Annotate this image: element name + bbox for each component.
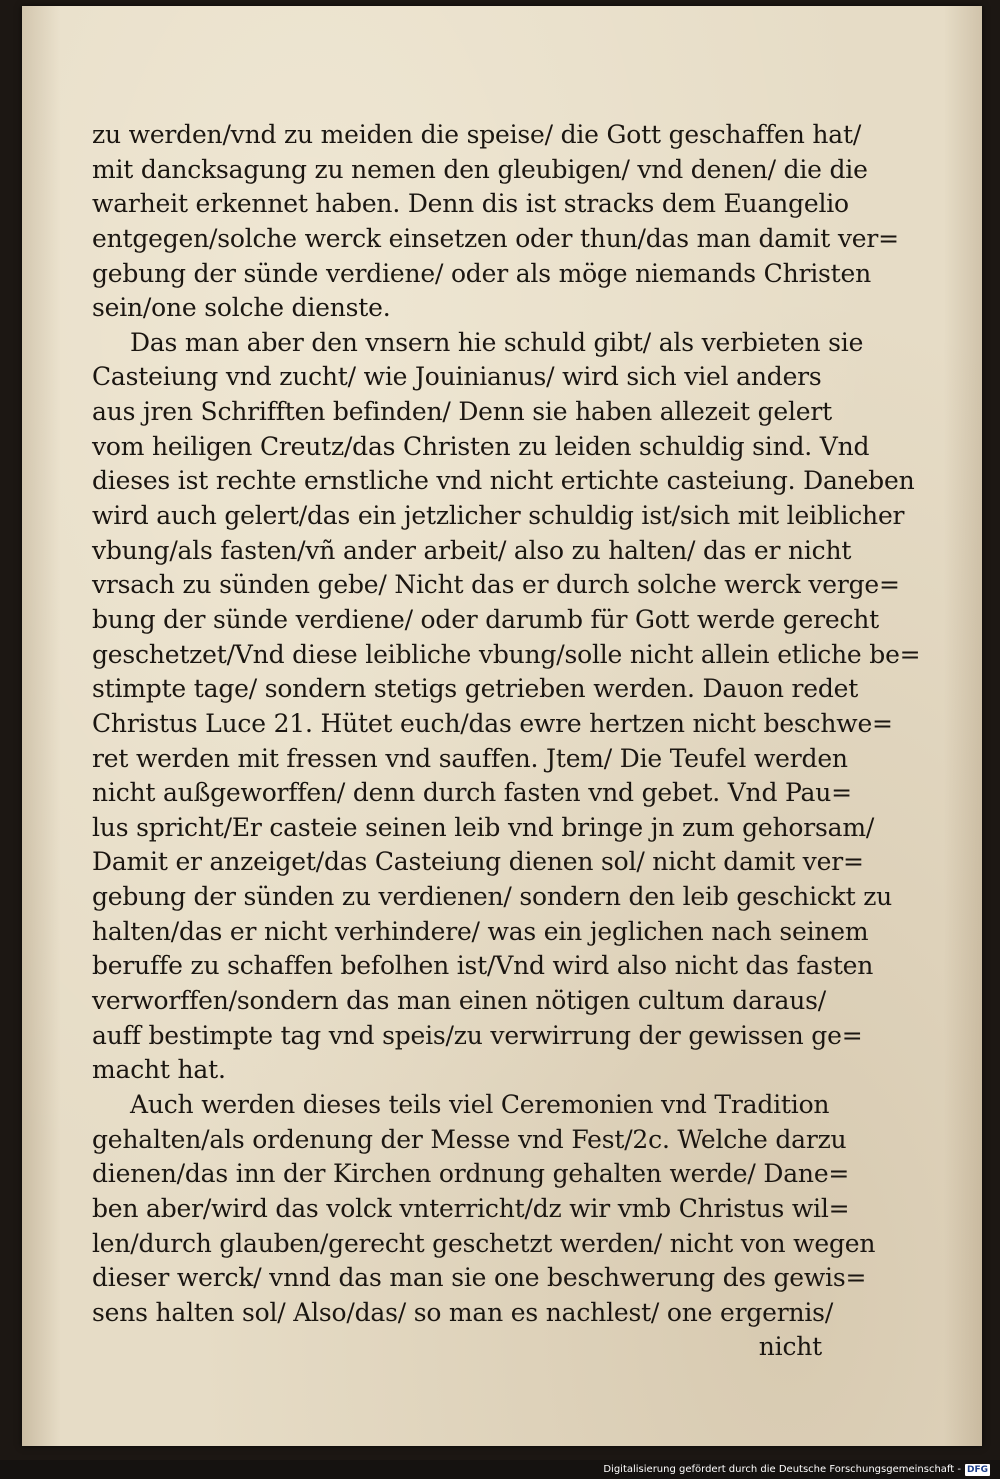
text-line: beruffe zu schaffen befolhen ist/Vnd wird also nicht das fasten bbox=[92, 951, 874, 981]
text-line: dieser werck/ vnnd das man sie one beschwerung des gewis= bbox=[92, 1263, 867, 1293]
text-line: bung der sünde verdiene/ oder darumb für Gott werde gerecht bbox=[92, 604, 880, 634]
text-line: verworffen/sondern das man einen nötigen cultum daraus/ bbox=[92, 986, 827, 1016]
text-line: zu werden/vnd zu meiden die speise/ die Gott geschaffen hat/ bbox=[92, 120, 862, 149]
book-page bbox=[22, 6, 982, 1446]
text-line: mit dancksagung zu nemen den gleubigen/ vnd denen/ die die bbox=[92, 154, 868, 184]
text-line: dieses ist rechte ernstliche vnd nicht ertichte casteiung. Daneben bbox=[92, 466, 915, 496]
text-line: Casteiung vnd zucht/ wie Jouinianus/ wird sich viel anders bbox=[92, 362, 822, 392]
funding-text: Digitalisierung gefördert durch die Deutsche Forschungsgemeinschaft - bbox=[603, 1464, 961, 1475]
text-line: sens halten sol/ Also/das/ so man es nachlest/ one ergernis/ bbox=[92, 1297, 834, 1327]
text-line: Damit er anzeiget/das Casteiung dienen sol/ nicht damit ver= bbox=[92, 847, 864, 877]
text-line: macht hat. bbox=[92, 1055, 226, 1085]
text-line: aus jren Schrifften befinden/ Denn sie haben allezeit gelert bbox=[92, 397, 832, 427]
text-line: warheit erkennet haben. Denn dis ist stracks dem Euangelio bbox=[92, 189, 849, 219]
text-line: vrsach zu sünden gebe/ Nicht das er durch solche werck verge= bbox=[92, 570, 900, 600]
text-line: gebung der sünde verdiene/ oder als möge niemands Christen bbox=[92, 258, 872, 288]
text-line: gebung der sünden zu verdienen/ sondern den leib geschickt zu bbox=[92, 882, 893, 912]
text-line: gehalten/als ordenung der Messe vnd Fest/2c. Welche darzu bbox=[92, 1124, 847, 1154]
text-line: sein/one solche dienste. bbox=[92, 293, 391, 323]
paragraph-start-line: Das man aber den vnsern hie schuld gibt/ als verbieten sie bbox=[130, 327, 864, 357]
text-line: Christus Luce 21. Hütet euch/das ewre hertzen nicht beschwe= bbox=[92, 708, 893, 738]
funding-footer bbox=[603, 1462, 990, 1477]
text-line: lus spricht/Er casteie seinen leib vnd bringe jn zum gehorsam/ bbox=[92, 812, 875, 842]
catchword: nicht bbox=[758, 1332, 822, 1362]
text-line: stimpte tage/ sondern stetigs getrieben werden. Dauon redet bbox=[92, 674, 859, 704]
text-line: len/durch glauben/gerecht geschetzt werden/ nicht von wegen bbox=[92, 1228, 876, 1258]
text-line: wird auch gelert/das ein jetzlicher schuldig ist/sich mit leiblicher bbox=[92, 501, 905, 531]
text-line: ben aber/wird das volck vnterricht/dz wir vmb Christus wil= bbox=[92, 1193, 850, 1223]
text-line: vom heiligen Creutz/das Christen zu leiden schuldig sind. Vnd bbox=[92, 431, 870, 461]
page-text bbox=[92, 118, 921, 1365]
text-line: ret werden mit fressen vnd sauffen. Jtem/ Die Teufel werden bbox=[92, 743, 848, 773]
text-line: halten/das er nicht verhindere/ was ein jeglichen nach seinem bbox=[92, 916, 869, 946]
text-line: dienen/das inn der Kirchen ordnung gehalten werde/ Dane= bbox=[92, 1159, 850, 1189]
text-line: nicht außgeworffen/ denn durch fasten vnd gebet. Vnd Pau= bbox=[92, 778, 852, 808]
text-line: auff bestimpte tag vnd speis/zu verwirrung der gewissen ge= bbox=[92, 1020, 863, 1050]
text-line: geschetzet/Vnd diese leibliche vbung/solle nicht allein etliche be= bbox=[92, 639, 921, 669]
text-line: vbung/als fasten/vñ ander arbeit/ also zu halten/ das er nicht bbox=[92, 535, 852, 565]
paragraph-start-line: Auch werden dieses teils viel Ceremonien vnd Tradition bbox=[130, 1089, 830, 1119]
text-line: entgegen/solche werck einsetzen oder thun/das man damit ver= bbox=[92, 223, 899, 253]
dfg-logo: DFG bbox=[966, 1464, 988, 1475]
